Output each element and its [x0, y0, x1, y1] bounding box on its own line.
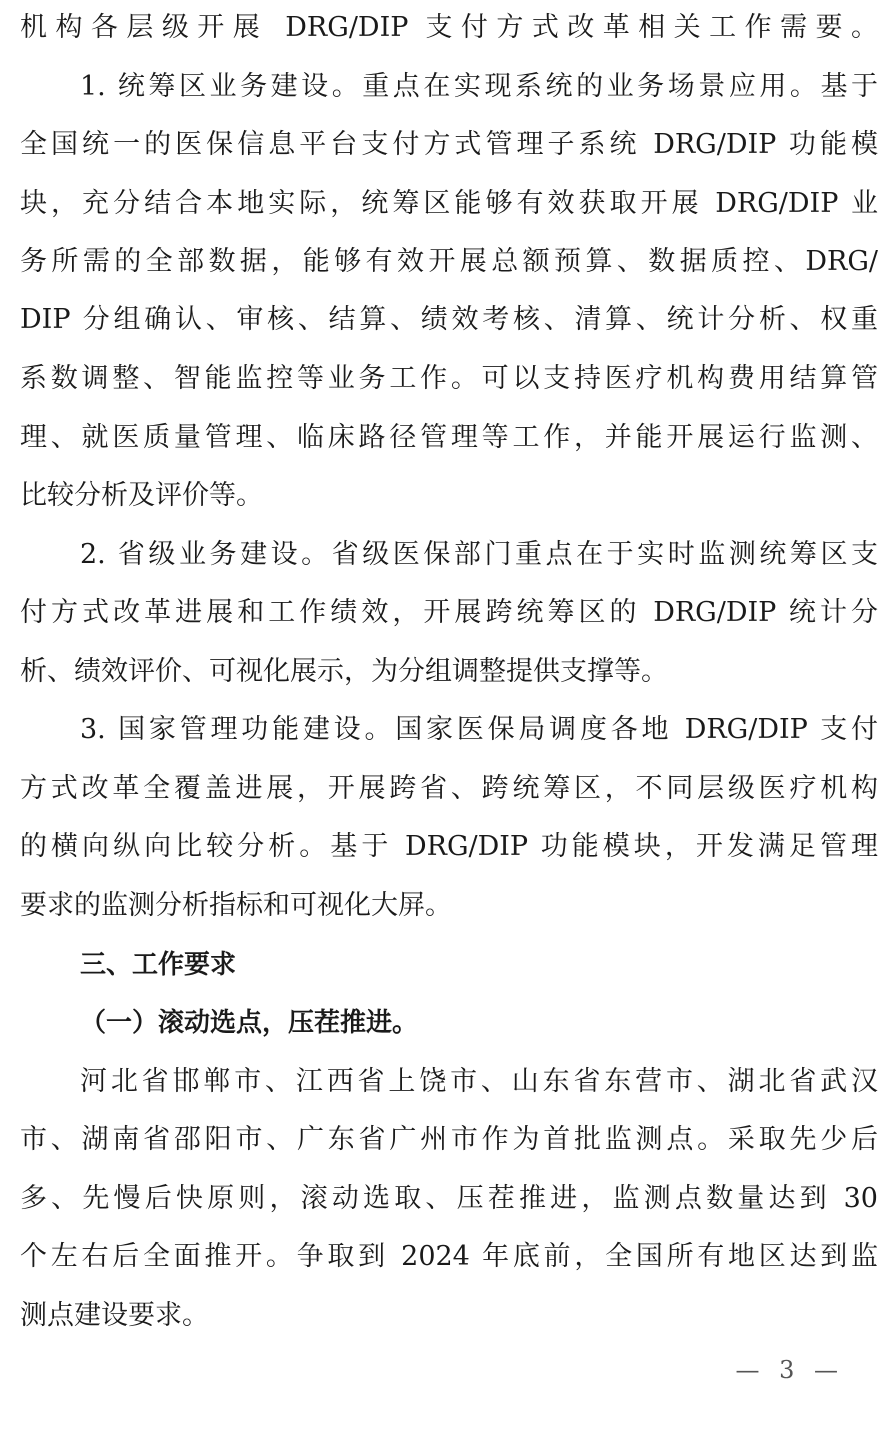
paragraph-line: 要求的监测分析指标和可视化大屏。 — [20, 890, 452, 921]
paragraph-line: 务所需的全部数据，能够有效开展总额预算、数据质控、DRG/ — [20, 246, 878, 277]
paragraph-line: 测点建设要求。 — [20, 1300, 209, 1331]
paragraph-line: 多、先慢后快原则，滚动选取、压茬推进，监测点数量达到 30 — [20, 1183, 878, 1214]
paragraph-line: 方式改革全覆盖进展，开展跨省、跨统筹区，不同层级医疗机构 — [20, 773, 878, 804]
paragraph-line: 市、湖南省邵阳市、广东省广州市作为首批监测点。采取先少后 — [20, 1124, 878, 1155]
paragraph-line: 机构各层级开展 DRG/DIP 支付方式改革相关工作需要。 — [20, 12, 878, 43]
section-heading: 三、工作要求 — [80, 950, 237, 980]
paragraph-line: 系数调整、智能监控等业务工作。可以支持医疗机构费用结算管 — [20, 363, 878, 394]
paragraph-line: 1. 统筹区业务建设。重点在实现系统的业务场景应用。基于 — [80, 71, 878, 102]
paragraph-line: 3. 国家管理功能建设。国家医保局调度各地 DRG/DIP 支付 — [80, 714, 878, 745]
paragraph-line: 个左右后全面推开。争取到 2024 年底前，全国所有地区达到监 — [20, 1241, 878, 1272]
paragraph-line: 河北省邯郸市、江西省上饶市、山东省东营市、湖北省武汉 — [80, 1066, 878, 1097]
paragraph-line: DIP 分组确认、审核、结算、绩效考核、清算、统计分析、权重 — [20, 304, 878, 335]
paragraph-line: 析、绩效评价、可视化展示，为分组调整提供支撑等。 — [20, 656, 668, 687]
paragraph-line: 付方式改革进展和工作绩效，开展跨统筹区的 DRG/DIP 统计分 — [20, 597, 878, 628]
paragraph-line: 比较分析及评价等。 — [20, 480, 263, 511]
page-number: — 3 — — [735, 1356, 844, 1384]
paragraph-line: 2. 省级业务建设。省级医保部门重点在于实时监测统筹区支 — [80, 539, 878, 570]
paragraph-line: 的横向纵向比较分析。基于 DRG/DIP 功能模块，开发满足管理 — [20, 831, 878, 862]
paragraph-line: 块，充分结合本地实际，统筹区能够有效获取开展 DRG/DIP 业 — [20, 188, 878, 219]
paragraph-line: 理、就医质量管理、临床路径管理等工作，并能开展运行监测、 — [20, 422, 878, 453]
subsection-heading: （一）滚动选点，压茬推进。 — [80, 1008, 419, 1038]
paragraph-line: 全国统一的医保信息平台支付方式管理子系统 DRG/DIP 功能模 — [20, 129, 878, 160]
